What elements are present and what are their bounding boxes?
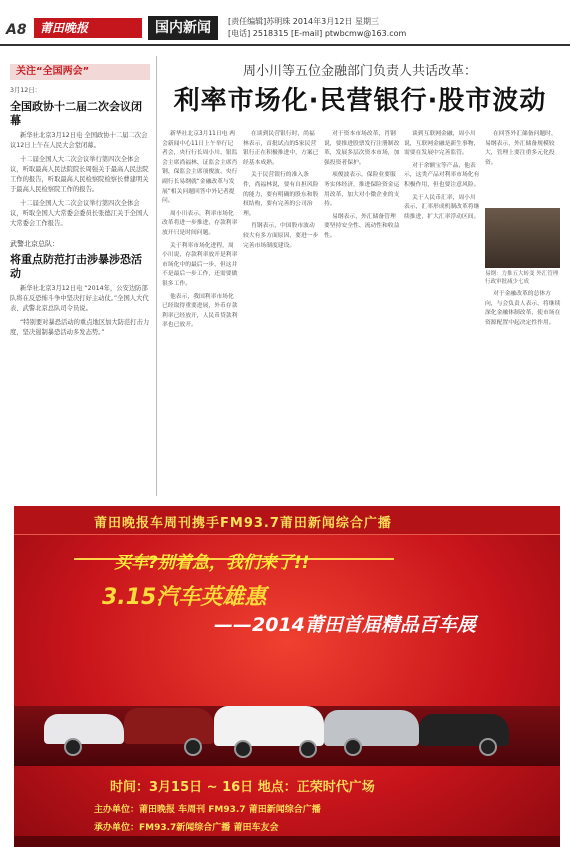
body-paragraph: 在谈到民营银行时，尚福林表示，首批试点的5家民营银行正在积极推进中，方案已经基本成熟。 bbox=[243, 131, 319, 166]
article1-paragraph: 十二届全国人大二次会议举行第四次全体会议，听取最高人民法院院长周强关于最高人民法院工作的报告，听取最高人民检察院检察长曹建明关于最高人民检察院工作的报告。 bbox=[10, 156, 149, 193]
body-column-4 bbox=[404, 130, 480, 502]
ad-bottom-bar bbox=[14, 836, 560, 847]
article2-title[interactable]: 将重点防范打击涉暴涉恐活动 bbox=[10, 253, 142, 280]
page-header bbox=[0, 8, 570, 48]
topic-kicker: 关注“全国两会” bbox=[10, 64, 150, 80]
car-image bbox=[324, 710, 419, 746]
body-paragraph: 在回答外汇储备问题时，易纲表示，外汇储备规模较大，管理上要注重多元化投资。 bbox=[485, 131, 557, 166]
ad-organizers: 主办单位：莆田晚报 车周刊 FM93.7 莆田新闻综合广播 bbox=[94, 805, 321, 815]
page-number: A8 bbox=[6, 22, 27, 38]
body-paragraph: 关于人民币汇率，周小川表示，汇率形成机制改革将继续推进，扩大汇率浮动区间。 bbox=[404, 194, 480, 220]
ad-title-sub: ——2014莆田首届精品百车展 bbox=[214, 614, 476, 636]
body-column-5b bbox=[485, 290, 561, 502]
header-rule bbox=[0, 44, 570, 46]
wheel-icon bbox=[64, 738, 82, 756]
wheel-icon bbox=[184, 738, 202, 756]
ad-slogan: 买车?别着急，我们来了!! bbox=[114, 553, 310, 573]
contact-meta: [电话] 2518315 [E-mail] ptwbcmw@163.com bbox=[228, 29, 407, 38]
body-paragraph: 易纲表示，外汇储备管理要坚持安全性、流动性和收益性。 bbox=[324, 213, 400, 239]
body-paragraph: 对于金融改革的总体方向，与会负责人表示，将继续深化金融体制改革，使市场在资源配置中起决定性作用。 bbox=[485, 291, 561, 326]
body-paragraph: 周小川表示，利率市场化改革将进一步推进，存款利率放开只是时间问题。 bbox=[162, 210, 238, 236]
ad-top-banner-text: 莆田晚报车周刊携手FM93.7莆田新闻综合广播 bbox=[94, 516, 392, 531]
body-column-5 bbox=[485, 130, 561, 206]
date-line: 3月12日： bbox=[10, 87, 41, 94]
section-title: 国内新闻 bbox=[148, 16, 218, 40]
body-column-2 bbox=[243, 130, 319, 502]
ad-title-main: 3.15汽车英雄惠 bbox=[102, 585, 267, 610]
article1-paragraph: 新华社北京3月12日电 全国政协十二届二次会议12日上午在人民大会堂闭幕。 bbox=[10, 132, 148, 149]
car-show-advertisement[interactable] bbox=[14, 506, 560, 847]
wheel-icon bbox=[234, 740, 252, 758]
ad-date-venue: 时间：3月15日 ~ 16日 地点：正荣时代广场 bbox=[110, 780, 375, 795]
article1-title[interactable]: 全国政协十二届二次会议闭幕 bbox=[10, 100, 142, 127]
column-divider bbox=[156, 56, 157, 496]
body-column-3 bbox=[324, 130, 400, 502]
ad-car-lineup bbox=[14, 706, 560, 766]
editor-meta: [责任编辑]苏明珠 2014年3月12日 星期三 bbox=[228, 17, 379, 26]
article2-kicker: 武警北京总队： bbox=[10, 240, 59, 248]
wheel-icon bbox=[479, 738, 497, 756]
newspaper-logo: 莆田晚报 bbox=[34, 18, 142, 38]
wheel-icon bbox=[344, 738, 362, 756]
left-column bbox=[10, 86, 150, 342]
body-paragraph: 谈到互联网金融，周小川说，互联网金融是新生事物，需要在发展中完善监管。 bbox=[404, 131, 480, 157]
body-paragraph: 肖钢表示，中国股市波动较大有多方面原因，要进一步完善市场制度建设。 bbox=[243, 223, 319, 249]
body-paragraph: 项俊波表示，保险业要服务实体经济，推进保险资金运用改革，加大对小微企业的支持。 bbox=[324, 172, 400, 208]
body-paragraph: 他表示，我国利率市场化已经取得重要进展，外币存款利率已经放开，人民币贷款利率也已放开。 bbox=[162, 293, 238, 329]
article2-paragraph: 新华社北京3月12日电 “2014年，公安边防部队将在反恐怖斗争中坚决打好主动仗。”全国人大代表、武警北京总队司令员说。 bbox=[10, 285, 149, 312]
body-paragraph: 关于民营银行的准入条件，尚福林说，要有自担风险的能力，要有明确的股东和股权结构，要有完善的公司治理。 bbox=[243, 172, 319, 217]
main-headline[interactable]: 利率市场化·民营银行·股市波动 bbox=[173, 86, 547, 116]
car-image bbox=[124, 708, 214, 744]
article2-paragraph: “特别要对暴恐活动的重点地区加大防范打击力度，坚决遏制暴恐活动多发态势。” bbox=[10, 319, 150, 336]
article1-paragraph: 十二届全国人大二次会议举行第四次全体会议，听取全国人大常委会委员长张德江关于全国人大常委会工作报告。 bbox=[10, 200, 149, 227]
wheel-icon bbox=[299, 740, 317, 758]
news-photo bbox=[485, 208, 560, 268]
body-paragraph: 对于资本市场改革，肖钢说，要推进股票发行注册制改革，发展多层次资本市场，加强投资者保护。 bbox=[324, 131, 400, 166]
main-kicker: 周小川等五位金融部门负责人共话改革： bbox=[242, 64, 477, 79]
car-image bbox=[44, 714, 124, 744]
body-paragraph: 关于利率市场化进程，周小川说，存款利率放开是利率市场化中的最后一步，但这并不是最后一步工作，还需要做很多工作。 bbox=[162, 242, 238, 287]
ad-co-organizers: 承办单位：FM93.7新闻综合广播 莆田车友会 bbox=[94, 823, 279, 833]
body-paragraph: 新华社北京3月11日电 两会新闻中心11日上午举行记者会，央行行长周小川、银监会主席尚福林、证监会主席肖钢、保监会主席项俊波、央行副行长易纲就“金融改革与发展”相关问题回答中外记者提问。 bbox=[162, 131, 238, 205]
ad-top-banner bbox=[14, 506, 560, 535]
body-column-1 bbox=[162, 130, 238, 502]
body-paragraph: 对于余额宝等产品，他表示，这类产品对利率市场化有积极作用，但也要注意风险。 bbox=[404, 162, 480, 188]
photo-caption: 易纲：力推五大转变 外汇管理行政审批减少七成 bbox=[485, 271, 559, 285]
